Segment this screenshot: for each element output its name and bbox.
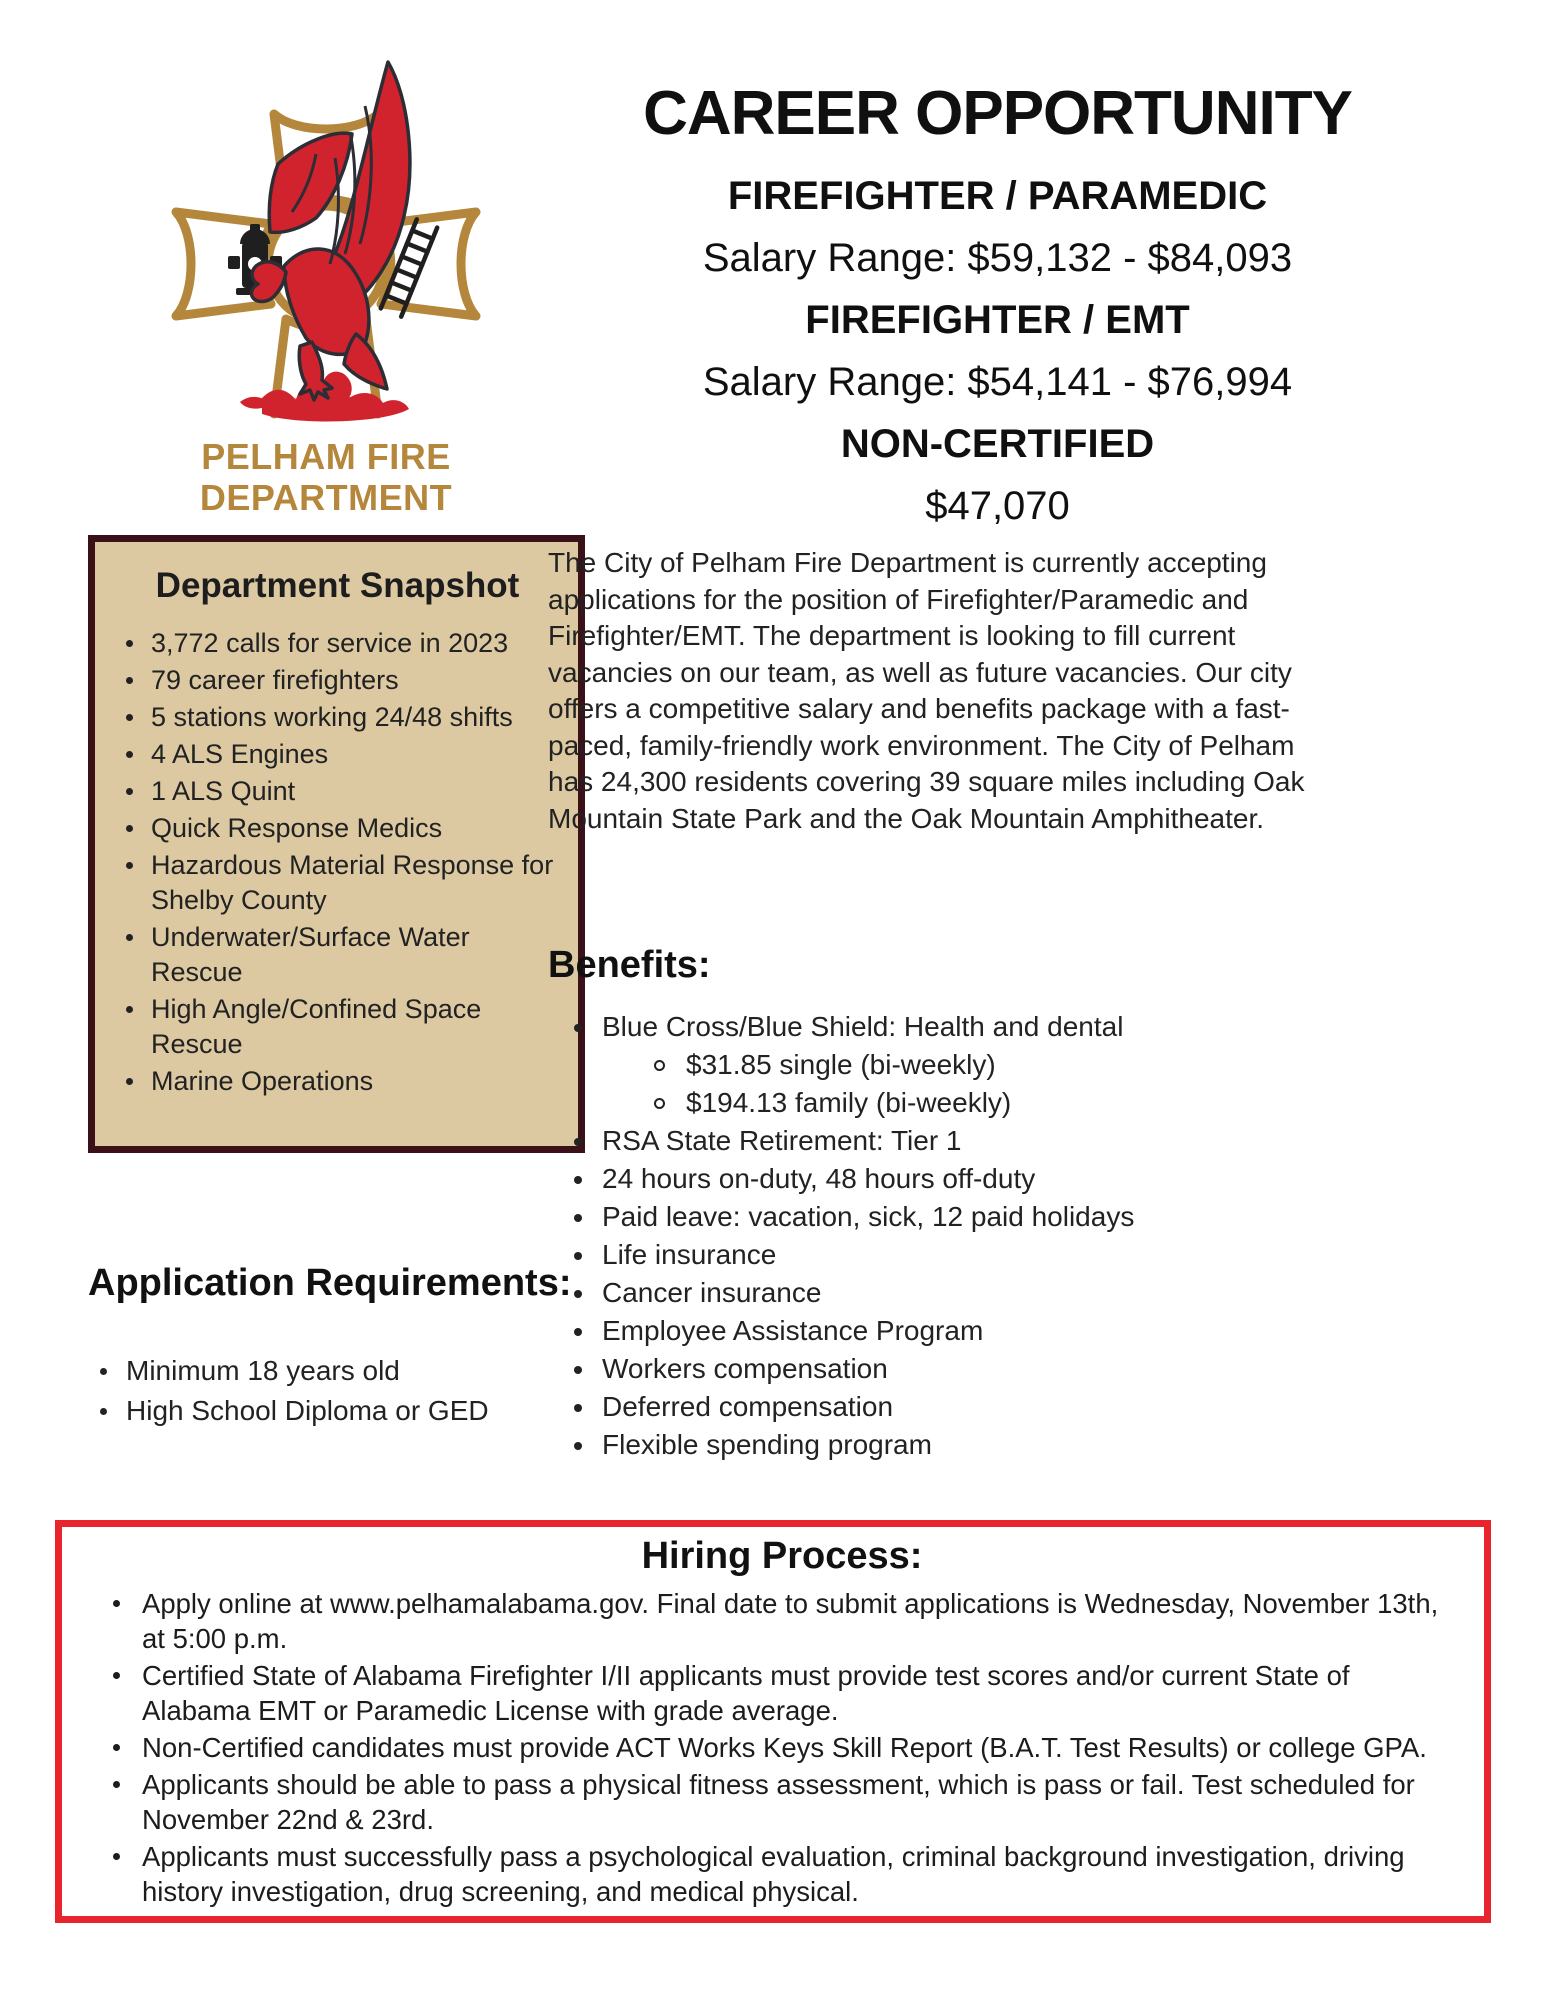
hiring-process-box xyxy=(55,1520,1491,1923)
list-item: Quick Response Medics xyxy=(117,811,558,846)
requirements-title: Application Requirements: xyxy=(88,1262,572,1304)
list-item: Non-Certified candidates must provide ACT Works Keys Skill Report (B.A.T. Test Results) or college GPA. xyxy=(106,1730,1458,1765)
list-item: Workers compensation xyxy=(560,1350,1460,1388)
list-item: $194.13 family (bi-weekly) xyxy=(652,1084,1460,1122)
fire-department-crest-icon xyxy=(166,46,486,436)
list-item: Certified State of Alabama Firefighter I/II applicants must provide test scores and/or current State of Alabama EMT or Paramedic License with grade average. xyxy=(106,1658,1458,1728)
list-item: Life insurance xyxy=(560,1236,1460,1274)
snapshot-title: Department Snapshot xyxy=(155,566,520,605)
list-item: RSA State Retirement: Tier 1 xyxy=(560,1122,1460,1160)
list-item: Underwater/Surface Water Rescue xyxy=(117,920,558,990)
benefit-text: Blue Cross/Blue Shield: Health and dental xyxy=(602,1011,1124,1042)
position-title: FIREFIGHTER / PARAMEDIC xyxy=(727,174,1268,218)
list-item: Apply online at www.pelhamalabama.gov. Final date to submit applications is Wednesday, November 13th, at 5:00 p.m. xyxy=(106,1586,1458,1656)
list-item: High Angle/Confined Space Rescue xyxy=(117,992,558,1062)
list-item: Deferred compensation xyxy=(560,1388,1460,1426)
requirements-list xyxy=(88,1351,668,1431)
position-salary: $47,070 xyxy=(925,484,1070,528)
benefits-title: Benefits: xyxy=(548,944,711,986)
benefit-sub-list xyxy=(602,1046,1460,1122)
hiring-list xyxy=(106,1586,1458,1909)
list-item: Employee Assistance Program xyxy=(560,1312,1460,1350)
list-item: 5 stations working 24/48 shifts xyxy=(117,700,558,735)
list-item: 3,772 calls for service in 2023 xyxy=(117,626,558,661)
org-name-line1: PELHAM FIRE xyxy=(201,436,451,477)
intro-paragraph: The City of Pelham Fire Department is currently accepting applications for the position of Firefighter/Paramedic and Firefighter/EMT. The department is looking to fill current vacancies on our team, as well as future vacancies. Our city offers a competitive salary and benefits package with a fast-paced, family-friendly work environment. The City of Pelham has 24,300 residents covering 39 square miles including Oak Mountain State Park and the Oak Mountain Amphitheater. xyxy=(548,547,1305,834)
list-item xyxy=(560,1008,1460,1122)
page-title: CAREER OPPORTUNITY xyxy=(643,79,1352,148)
list-item: Paid leave: vacation, sick, 12 paid holidays xyxy=(560,1198,1460,1236)
list-item: 79 career firefighters xyxy=(117,663,558,698)
list-item: Flexible spending program xyxy=(560,1426,1460,1464)
hiring-title: Hiring Process: xyxy=(641,1535,923,1577)
org-name xyxy=(86,436,566,518)
application-requirements xyxy=(88,1262,668,1431)
list-item: 4 ALS Engines xyxy=(117,737,558,772)
list-item: 24 hours on-duty, 48 hours off-duty xyxy=(560,1160,1460,1198)
list-item: Applicants must successfully pass a psychological evaluation, criminal background investigation, driving history investigation, drug screening, and medical physical. xyxy=(106,1839,1458,1909)
position-title: NON-CERTIFIED xyxy=(840,422,1155,466)
header xyxy=(500,78,1495,530)
snapshot-list xyxy=(117,626,558,1099)
list-item: Cancer insurance xyxy=(560,1274,1460,1312)
position-salary: Salary Range: $54,141 - $76,994 xyxy=(702,360,1293,404)
list-item: High School Diploma or GED xyxy=(88,1391,668,1431)
logo xyxy=(86,46,566,518)
org-name-line2: DEPARTMENT xyxy=(199,477,453,518)
position-title: FIREFIGHTER / EMT xyxy=(805,298,1190,342)
list-item: 1 ALS Quint xyxy=(117,774,558,809)
list-item: Applicants should be able to pass a physical fitness assessment, which is pass or fail. Test scheduled for November 22nd & 23rd. xyxy=(106,1767,1458,1837)
position-salary: Salary Range: $59,132 - $84,093 xyxy=(702,236,1293,280)
department-snapshot-box xyxy=(88,535,585,1153)
list-item: $31.85 single (bi-weekly) xyxy=(652,1046,1460,1084)
benefits-list xyxy=(560,1008,1460,1464)
list-item: Hazardous Material Response for Shelby County xyxy=(117,848,558,918)
list-item: Marine Operations xyxy=(117,1064,558,1099)
list-item: Minimum 18 years old xyxy=(88,1351,668,1391)
